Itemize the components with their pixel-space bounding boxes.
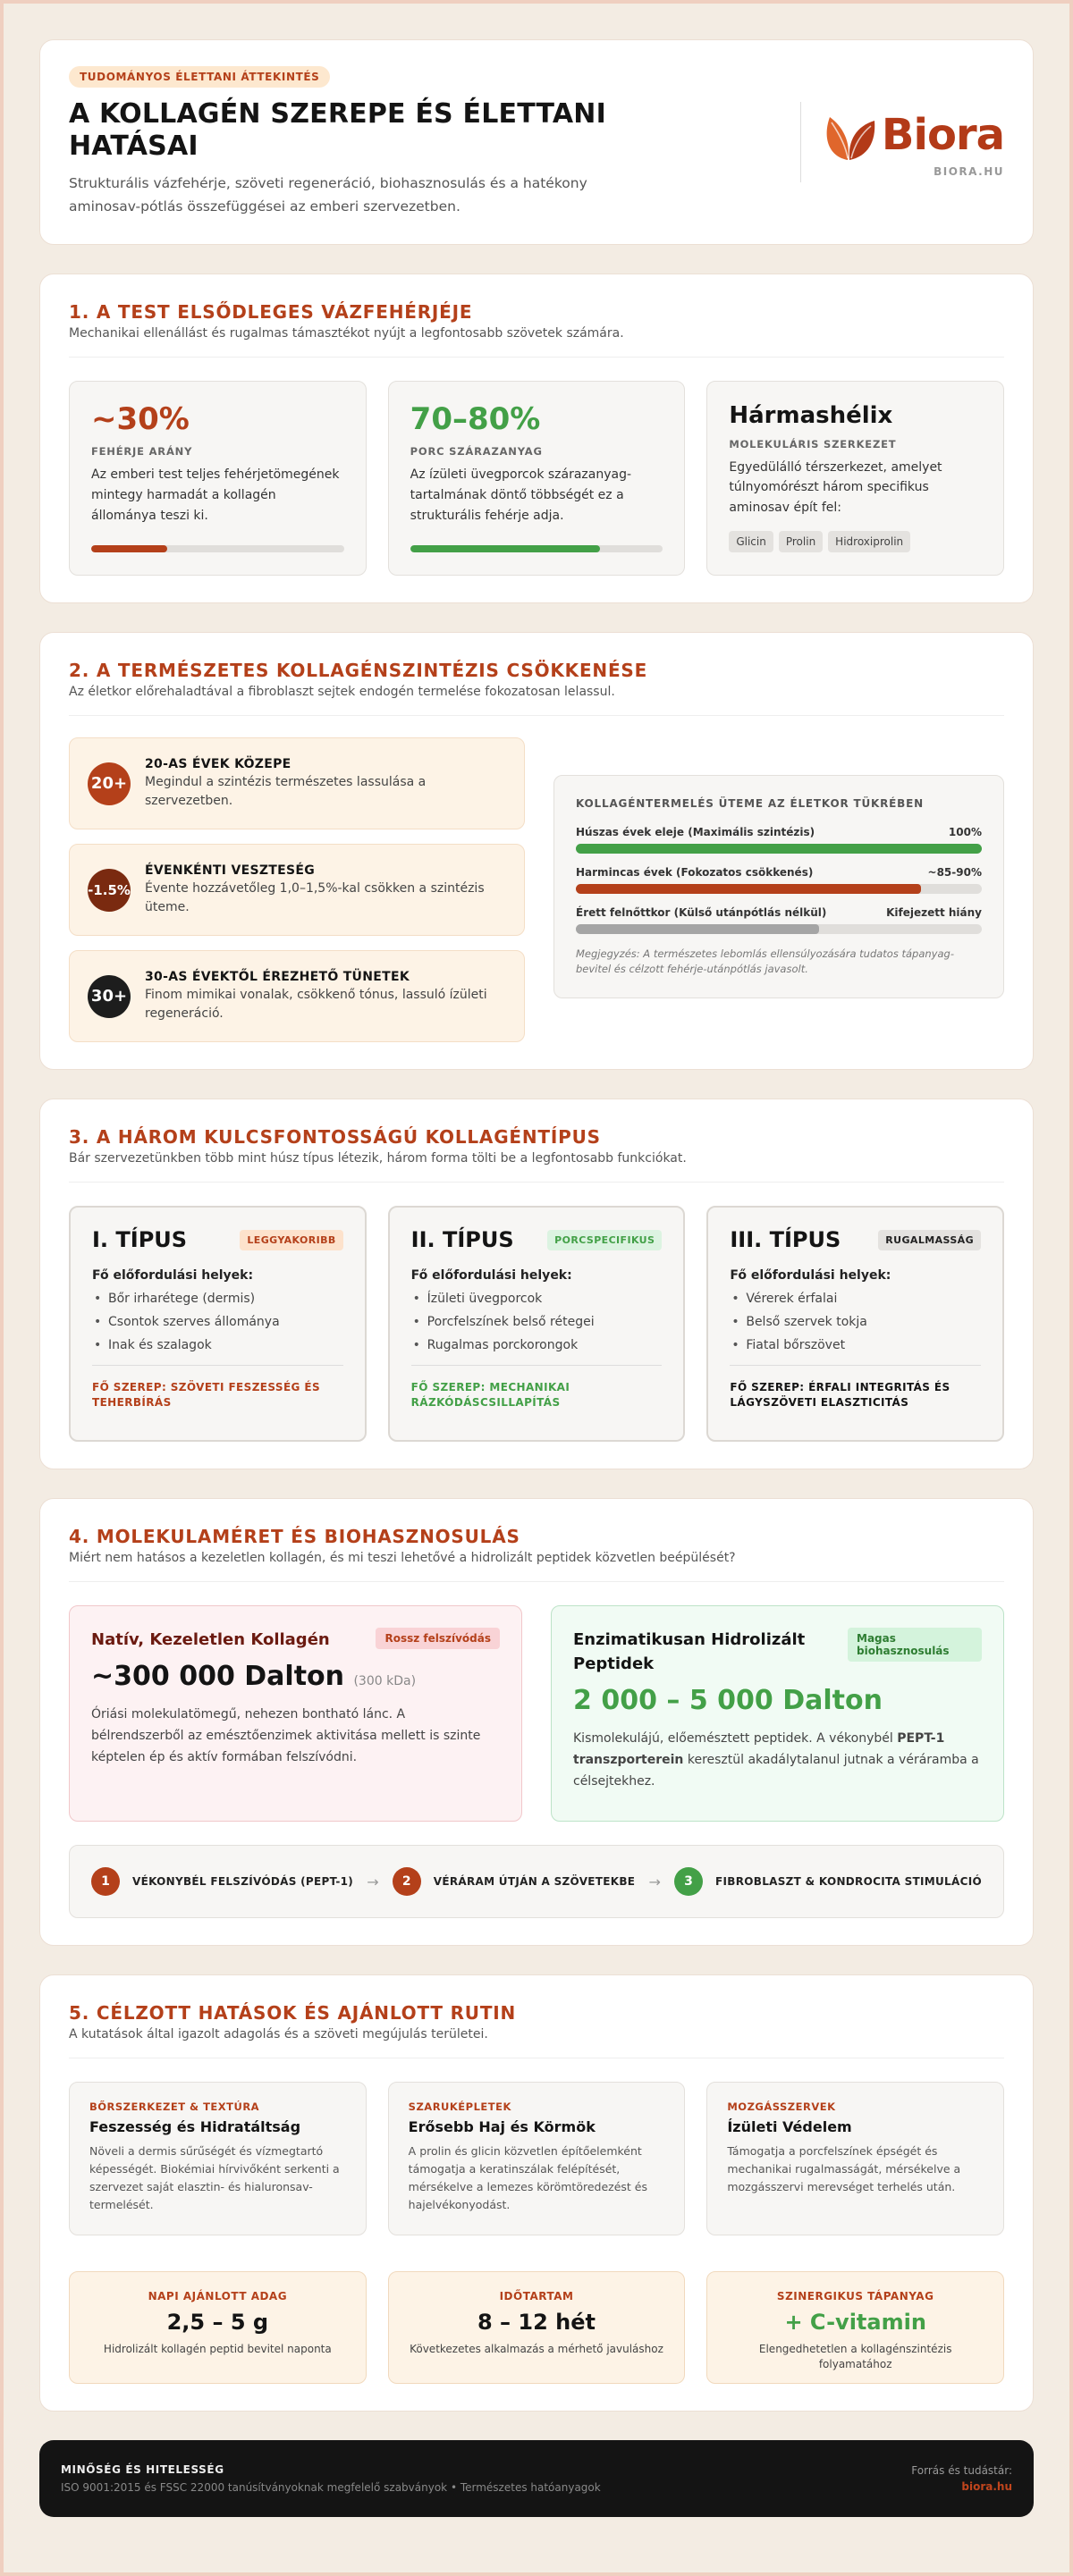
dose-card xyxy=(69,2271,367,2384)
rate-value: Kifejezett hiány xyxy=(886,906,982,919)
arrow-right-icon: → xyxy=(367,1873,379,1890)
list-item: • Porcfelszínek belső rétegei xyxy=(411,1315,663,1329)
section-5-subtitle: A kutatások által igazolt adagolás és a szöveti megújulás területei. xyxy=(69,2027,1004,2058)
header-card xyxy=(39,39,1034,245)
type-card-1 xyxy=(69,1206,367,1442)
age-title: 30-AS ÉVEKTŐL ÉREZHETŐ TÜNETEK xyxy=(145,969,410,984)
type-occ-label: Fő előfordulási helyek: xyxy=(410,1268,572,1283)
dose-label: IDŐTARTAM xyxy=(499,2290,574,2302)
section-3-title: 3. A HÁROM KULCSFONTOSSÁGÚ KOLLAGÉNTÍPUS xyxy=(69,1126,601,1148)
type-card-3 xyxy=(706,1206,1004,1442)
progress-bar xyxy=(410,545,663,552)
type-tag: LEGGYAKORIBB xyxy=(240,1230,342,1250)
step-label: VÉRÁRAM ÚTJÁN A SZÖVETEKBE xyxy=(433,1875,636,1888)
section-5 xyxy=(39,1974,1034,2412)
rate-bar xyxy=(576,844,982,854)
stat-value: 70–80% xyxy=(410,401,541,437)
list-item: • Csontok szerves állománya xyxy=(92,1315,343,1329)
header-badge: TUDOMÁNYOS ÉLETTANI ÁTTEKINTÉS xyxy=(69,66,330,88)
mol-size: ~300 000 Dalton xyxy=(91,1661,345,1692)
stat-desc: Az ízületi üvegporcok szárazanyag-tartalmának döntő többségét ez a strukturális fehérje adja. xyxy=(410,467,632,523)
effect-card xyxy=(388,2082,686,2235)
section-4 xyxy=(39,1498,1034,1946)
stat-value: ~30% xyxy=(91,401,190,437)
age-title: 20-AS ÉVEK KÖZEPE xyxy=(145,756,291,771)
age-desc: Évente hozzávetőleg 1,0–1,5%-kal csökken a szintézis üteme. xyxy=(145,880,485,914)
type-name: II. TÍPUS xyxy=(410,1227,514,1252)
footer-title: MINŐSÉG ÉS HITELESSÉG xyxy=(61,2463,224,2476)
stat-card-protein xyxy=(69,381,367,576)
native-collagen-card xyxy=(69,1605,522,1822)
type-list xyxy=(411,1292,663,1352)
type-name: III. TÍPUS xyxy=(730,1227,841,1252)
effect-desc: Támogatja a porcfelszínek épségét és mechanikai rugalmasságát, mérsékelve a mozgásszervi merevséget terhelés után. xyxy=(727,2144,961,2193)
dose-desc: Elengedhetetlen a kollagénszintézis folyamatához xyxy=(758,2343,952,2371)
amino-tag: Prolin xyxy=(779,531,823,552)
rate-fill xyxy=(576,884,921,894)
effect-card xyxy=(69,2082,367,2235)
mol-tag: Rossz felszívódás xyxy=(376,1628,500,1649)
type-role: FŐ SZEREP: ÉRFALI INTEGRITÁS ÉS LÁGYSZÖVETI ELASZTICITÁS xyxy=(730,1365,981,1411)
age-title: ÉVENKÉNTI VESZTESÉG xyxy=(145,863,316,878)
effect-card xyxy=(706,2082,1004,2235)
section-1-title: 1. A TEST ELSŐDLEGES VÁZFEHÉRJÉJE xyxy=(69,301,473,323)
footer-source-label: Forrás és tudástár: xyxy=(911,2464,1012,2477)
production-rate-panel xyxy=(553,775,1004,998)
progress-bar xyxy=(91,545,344,552)
section-1 xyxy=(39,274,1034,603)
leaf-icon xyxy=(821,106,878,164)
stat-row xyxy=(69,381,1004,576)
effect-name: Feszesség és Hidratáltság xyxy=(89,2118,301,2135)
dose-desc: Következetes alkalmazás a mérhető javuláshoz xyxy=(410,2343,663,2355)
page-subtitle: Strukturális vázfehérje, szöveti regeneráció, biohasznosulás és a hatékony aminosav-pótlás összefüggései az emberi szervezetben. xyxy=(69,175,587,215)
rate-fill xyxy=(576,844,982,854)
section-3 xyxy=(39,1099,1034,1469)
age-badge: -1.5% xyxy=(88,869,131,912)
type-role: FŐ SZEREP: MECHANIKAI RÁZKÓDÁSCSILLAPÍTÁS xyxy=(411,1365,663,1411)
stat-desc: Egyedülálló térszerkezet, amelyet túlnyomórészt három specifikus aminosav épít fel: xyxy=(729,459,942,515)
type-role: FŐ SZEREP: SZÖVETI FESZESSÉG ÉS TEHERBÍRÁS xyxy=(92,1365,343,1411)
step xyxy=(674,1867,982,1896)
mol-tag: Magas biohasznosulás xyxy=(848,1628,982,1662)
step-number: 1 xyxy=(91,1867,120,1896)
logo-domain: BIORA.HU xyxy=(934,165,1004,178)
age-desc: Finom mimikai vonalak, csökkenő tónus, lassuló ízületi regeneráció. xyxy=(145,987,487,1021)
rate-bar xyxy=(576,924,982,934)
rate-label: Harmincas évek (Fokozatos csökkenés) xyxy=(576,866,814,879)
effect-name: Erősebb Haj és Körmök xyxy=(408,2118,596,2135)
arrow-right-icon: → xyxy=(648,1873,661,1890)
type-name: I. TÍPUS xyxy=(92,1227,188,1252)
amino-tags xyxy=(729,531,982,552)
rate-note: Megjegyzés: A természetes lebomlás ellensúlyozására tudatos tápanyag-bevitel és célzott fehérje-utánpótlás javasolt. xyxy=(576,947,954,976)
type-list xyxy=(92,1292,343,1352)
amino-tag: Glicin xyxy=(729,531,773,552)
stat-label: FEHÉRJE ARÁNY xyxy=(91,445,193,459)
dose-value: 8 – 12 hét xyxy=(477,2310,596,2335)
footer-link[interactable]: biora.hu xyxy=(961,2480,1012,2493)
type-tag: PORCSPECIFIKUS xyxy=(547,1230,662,1250)
section-5-title: 5. CÉLZOTT HATÁSOK ÉS AJÁNLOTT RUTIN xyxy=(69,2002,517,2024)
logo-text: Biora xyxy=(881,110,1004,160)
stat-card-helix xyxy=(706,381,1004,576)
rate-value: ~85-90% xyxy=(927,866,982,879)
step-number: 2 xyxy=(393,1867,421,1896)
dose-label: NAPI AJÁNLOTT ADAG xyxy=(148,2290,288,2302)
rate-fill xyxy=(576,924,819,934)
section-1-subtitle: Mechanikai ellenállást és rugalmas támasztékot nyújt a legfontosabb szövetek számára. xyxy=(69,326,1004,358)
dose-value: + C-vitamin xyxy=(784,2310,926,2335)
progress-fill xyxy=(91,545,167,552)
rate-value: 100% xyxy=(948,826,982,838)
effect-desc: A prolin és glicin közvetlen építőelemként támogatja a keratinszálak felépítését, mérsékelve a lemezes körömtöredezést és hajelvékonyodást. xyxy=(408,2144,647,2211)
effect-name: Ízületi Védelem xyxy=(727,2118,852,2135)
dose-value: 2,5 – 5 g xyxy=(166,2310,269,2335)
stat-desc: Az emberi test teljes fehérjetömegének mintegy harmadát a kollagén állománya teszi ki. xyxy=(91,467,340,523)
mol-name: Natív, Kezeletlen Kollagén xyxy=(91,1630,330,1649)
mol-size: 2 000 – 5 000 Dalton xyxy=(573,1685,883,1716)
list-item: • Fiatal bőrszövet xyxy=(730,1338,981,1352)
rate-label: Érett felnőttkor (Külső utánpótlás nélkül) xyxy=(576,906,827,919)
age-item xyxy=(69,844,525,936)
step xyxy=(91,1867,353,1896)
rate-bar xyxy=(576,884,982,894)
section-3-subtitle: Bár szervezetünkben több mint húsz típus létezik, három forma tölti be a legfontosabb funkciókat. xyxy=(69,1151,1004,1183)
header-text xyxy=(69,66,623,218)
type-tag: RUGALMASSÁG xyxy=(878,1230,981,1250)
age-item xyxy=(69,737,525,829)
age-desc: Megindul a szintézis természetes lassulása a szervezetben. xyxy=(145,774,427,808)
section-2-title: 2. A TERMÉSZETES KOLLAGÉNSZINTÉZIS CSÖKKENÉSE xyxy=(69,660,648,681)
mol-desc-bold: PEPT-1 transzporterein xyxy=(573,1731,945,1767)
section-2 xyxy=(39,632,1034,1070)
effect-category: BŐRSZERKEZET & TEXTÚRA xyxy=(89,2100,260,2113)
mol-kda: (300 kDa) xyxy=(353,1674,417,1688)
step-label: FIBROBLASZT & KONDROCITA STIMULÁCIÓ xyxy=(715,1875,982,1888)
type-occ-label: Fő előfordulási helyek: xyxy=(730,1268,891,1283)
list-item: • Bőr irharétege (dermis) xyxy=(92,1292,343,1306)
list-item: • Belső szervek tokja xyxy=(730,1315,981,1329)
effect-desc: Növeli a dermis sűrűségét és vízmegtartó képességét. Biokémiai hírvivőként serkenti a szervezet saját elasztin- és hialuronsav-termelését. xyxy=(89,2144,340,2211)
effect-category: SZARUKÉPLETEK xyxy=(408,2100,511,2113)
amino-tag: Hidroxiprolin xyxy=(828,531,910,552)
step-label: VÉKONYBÉL FELSZÍVÓDÁS (PEPT-1) xyxy=(132,1875,354,1888)
rate-row xyxy=(576,826,982,854)
footer-subtitle: ISO 9001:2015 és FSSC 22000 tanúsítványoknak megfelelő szabványok • Természetes hatóanyagok xyxy=(61,2481,601,2494)
age-badge: 30+ xyxy=(88,975,131,1018)
rate-title: KOLLAGÉNTERMELÉS ÜTEME AZ ÉLETKOR TÜKRÉBEN xyxy=(576,797,924,810)
step-number: 3 xyxy=(674,1867,703,1896)
dose-card xyxy=(388,2271,686,2384)
list-item: • Ízületi üvegporcok xyxy=(411,1292,663,1306)
stat-label: MOLEKULÁRIS SZERKEZET xyxy=(729,437,897,450)
stat-card-cartilage xyxy=(388,381,686,576)
stat-label: PORC SZÁRAZANYAG xyxy=(410,445,543,459)
section-4-subtitle: Miért nem hatásos a kezeletlen kollagén, és mi teszi lehetővé a hidrolizált peptidek közvetlen beépülését? xyxy=(69,1551,1004,1582)
progress-fill xyxy=(410,545,600,552)
footer xyxy=(39,2440,1034,2517)
list-item: • Inak és szalagok xyxy=(92,1338,343,1352)
age-list xyxy=(69,737,525,1042)
step xyxy=(393,1867,636,1896)
effect-category: MOZGÁSSZERVEK xyxy=(727,2100,836,2113)
type-list xyxy=(730,1292,981,1352)
mol-desc xyxy=(573,1729,982,1792)
age-item xyxy=(69,950,525,1042)
page-title: A KOLLAGÉN SZEREPE ÉS ÉLETTANI HATÁSAI xyxy=(69,97,606,163)
mol-desc-part: keresztül akadálytalanul jutnak a véráramba a célsejtekhez. xyxy=(573,1752,979,1789)
dose-card xyxy=(706,2271,1004,2384)
section-2-subtitle: Az életkor előrehaladtával a fibroblaszt sejtek endogén termelése fokozatosan lelassul. xyxy=(69,685,1004,716)
rate-row xyxy=(576,866,982,894)
type-card-2 xyxy=(388,1206,686,1442)
rate-label: Húszas évek eleje (Maximális szintézis) xyxy=(576,826,815,838)
dose-label: SZINERGIKUS TÁPANYAG xyxy=(776,2290,934,2302)
logo[interactable] xyxy=(800,102,1004,182)
rate-row xyxy=(576,906,982,934)
absorption-steps xyxy=(69,1845,1004,1918)
list-item: • Rugalmas porckorongok xyxy=(411,1338,663,1352)
section-4-title: 4. MOLEKULAMÉRET ÉS BIOHASZNOSULÁS xyxy=(69,1526,520,1547)
hydrolyzed-peptide-card xyxy=(551,1605,1004,1822)
mol-desc: Óriási molekulatömegű, nehezen bontható lánc. A bélrendszerből az emésztőenzimek aktivitása mellett is szinte képtelen ép és aktív formában felszívódni. xyxy=(91,1707,481,1764)
mol-name: Enzimatikusan Hidrolizált Peptidek xyxy=(573,1630,806,1673)
stat-value: Hármashélix xyxy=(729,402,893,429)
age-badge: 20+ xyxy=(88,762,131,805)
list-item: • Vérerek érfalai xyxy=(730,1292,981,1306)
mol-desc-part: Kismolekulájú, előemésztett peptidek. A vékonybél xyxy=(573,1731,898,1746)
type-occ-label: Fő előfordulási helyek: xyxy=(92,1268,254,1283)
dose-desc: Hidrolizált kollagén peptid bevitel naponta xyxy=(103,2343,332,2355)
